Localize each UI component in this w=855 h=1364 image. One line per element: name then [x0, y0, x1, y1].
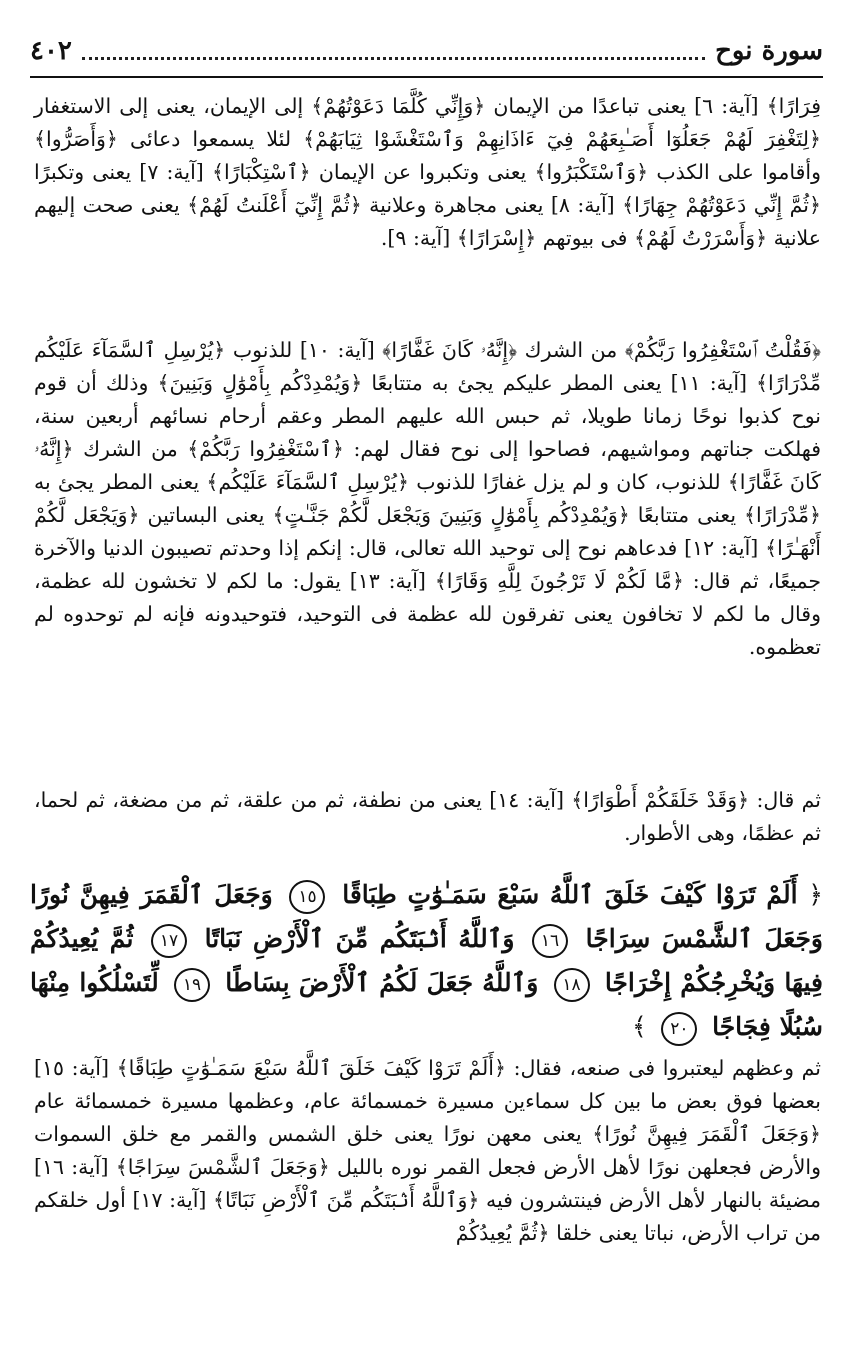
quran-verse: وَجَعَلَ ٱلْقَمَرَ فِيهِنَّ نُورًا وَجَعَلَ ٱلشَّمْسَ سِرَاجًا [30, 880, 823, 953]
quran-verse: وَٱللَّهُ أَنۢبَتَكُم مِّنَ ٱلْأَرْضِ نَبَاتًا [204, 924, 515, 953]
header-rule [30, 76, 823, 78]
verse-number-marker: ١٥ [289, 880, 325, 914]
header-dotted-leader [82, 43, 705, 60]
commentary-paragraph-3: ثم قال: ﴿وَقَدْ خَلَقَكُمْ أَطْوَارًا﴾ [آية: ١٤] يعنى من نطفة، ثم من علقة، ثم من مضغة، ثم لحما، ثم عظمًا، وهى الأطوار. [34, 788, 821, 845]
quran-verse: أَلَمْ تَرَوْا كَيْفَ خَلَقَ ٱللَّهُ سَبْعَ سَمَـٰوَٰتٍ طِبَاقًا [342, 880, 798, 909]
verse-number-marker: ٢٠ [661, 1012, 697, 1046]
verse-number-marker: ١٨ [554, 968, 590, 1002]
ornate-open-brace: ﴿ [808, 880, 823, 909]
verse-number-marker: ١٧ [151, 924, 187, 958]
commentary-paragraph-4: ثم وعظهم ليعتبروا فى صنعه، فقال: ﴿أَلَمْ تَرَوْا كَيْفَ خَلَقَ ٱللَّهُ سَبْعَ سَمَـٰوَٰتٍ طِبَاقًا﴾ [آية: ١٥] بعضها فوق بعض ما بين كل سماءين مسيرة خمسمائة عام، وعظمها مسيرة خمسمائة عام ﴿وَجَعَلَ ٱلْقَمَرَ فِيهِنَّ نُورًا﴾ يعنى معهن نورًا يعنى خلق الشمس والقمر مع خلق السموات والأرض فجعلهن نورًا لأهل الأرض فجعل القمر نوره بالليل ﴿وَجَعَلَ ٱلشَّمْسَ سِرَاجًا﴾ [آية: ١٦] مضيئة بالنهار لأهل الأرض فينتشرون فيه ﴿وَٱللَّهُ أَنۢبَتَكُم مِّنَ ٱلْأَرْضِ نَبَاتًا﴾ [آية: ١٧] أول خلقكم من تراب الأرض، نباتا يعنى خلقا ﴿ثُمَّ يُعِيدُكُمْ [34, 1056, 821, 1245]
quran-verse: لِّتَسْلُكُوا مِنْهَا سُبُلًا فِجَاجًا [30, 968, 823, 1041]
page-number: ٤٠٢ [30, 36, 72, 66]
commentary-paragraph-2: ﴿فَقُلْتُ ٱسْتَغْفِرُوا رَبَّكُمْ﴾ من الشرك ﴿إِنَّهُۥ كَانَ غَفَّارًا﴾ [آية: ١٠] للذنوب ﴿يُرْسِلِ ٱلسَّمَآءَ عَلَيْكُم مِّدْرَارًا﴾ [آية: ١١] يعنى المطر عليكم يجئ به متتابعًا ﴿وَيُمْدِدْكُم بِأَمْوَٰلٍ وَبَنِينَ﴾ وذلك أن قوم نوح كذبوا نوحًا زمانا طويلا، ثم حبس الله عليهم المطر وعقم أرحام نسائهم أربعين سنة، فهلكت جناتهم ومواشيهم، فصاحوا إلى نوح فقال لهم: ﴿ٱسْتَغْفِرُوا رَبَّكُمْ﴾ من الشرك ﴿إِنَّهُۥ كَانَ غَفَّارًا﴾ للذنوب، كان و لم يزل غفارًا للذنوب ﴿يُرْسِلِ ٱلسَّمَآءَ عَلَيْكُم﴾ يعنى المطر يجئ به ﴿مِّدْرَارًا﴾ يعنى متتابعًا ﴿وَيُمْدِدْكُم بِأَمْوَٰلٍ وَبَنِينَ وَيَجْعَل لَّكُمْ جَنَّـٰتٍ﴾ يعنى البساتين ﴿وَيَجْعَل لَّكُمْ أَنْهَـٰرًا﴾ [آية: ١٢] فدعاهم نوح إلى توحيد الله تعالى، قال: إنكم إذا وحدتم تصيبون الدنيا والآخرة جميعًا، ثم قال: ﴿مَّا لَكُمْ لَا تَرْجُونَ لِلَّهِ وَقَارًا﴾ [آية: ١٣] يقول: ما لكم لا تخشون لله عظمة، وقال ما لكم لا تخافون يعنى تفرقون لله عظمة فى التوحيد، فتوحيدونه فإنه لم توحدوه لم تعظموه. [34, 338, 821, 659]
page-header [30, 28, 823, 74]
ornate-close-brace: ﴾ [632, 1012, 647, 1041]
quran-verses-block [30, 873, 823, 1049]
quran-verse: ثُمَّ يُعِيدُكُمْ فِيهَا وَيُخْرِجُكُمْ إِخْرَاجًا [30, 924, 823, 997]
verse-number-marker: ١٦ [532, 924, 568, 958]
verse-number-marker: ١٩ [174, 968, 210, 1002]
sura-title: سورة نوح [715, 36, 823, 66]
quran-verse: وَٱللَّهُ جَعَلَ لَكُمُ ٱلْأَرْضَ بِسَاطًا [225, 968, 539, 997]
commentary-paragraph-1: فِرَارًا﴾ [آية: ٦] يعنى تباعدًا من الإيمان ﴿وَإِنِّي كُلَّمَا دَعَوْتُهُمْ﴾ إلى الإيمان، يعنى إلى الاستغفار ﴿لِتَغْفِرَ لَهُمْ جَعَلُوٓا أَصَـٰبِعَهُمْ فِيٓ ءَاذَانِهِمْ وَٱسْتَغْشَوْا ثِيَابَهُمْ﴾ لئلا يسمعوا دعائى ﴿وَأَصَرُّوا﴾ وأقاموا على الكذب ﴿وَٱسْتَكْبَرُوا﴾ يعنى وتكبروا عن الإيمان ﴿ٱسْتِكْبَارًا﴾ [آية: ٧] يعنى وتكبرًا ﴿ثُمَّ إِنِّي دَعَوْتُهُمْ جِهَارًا﴾ [آية: ٨] يعنى مجاهرة وعلانية ﴿ثُمَّ إِنِّيٓ أَعْلَنتُ لَهُمْ﴾ يعنى صحت إليهم علانية ﴿وَأَسْرَرْتُ لَهُمْ﴾ فى بيوتهم ﴿إِسْرَارًا﴾ [آية: ٩]. [34, 94, 822, 250]
